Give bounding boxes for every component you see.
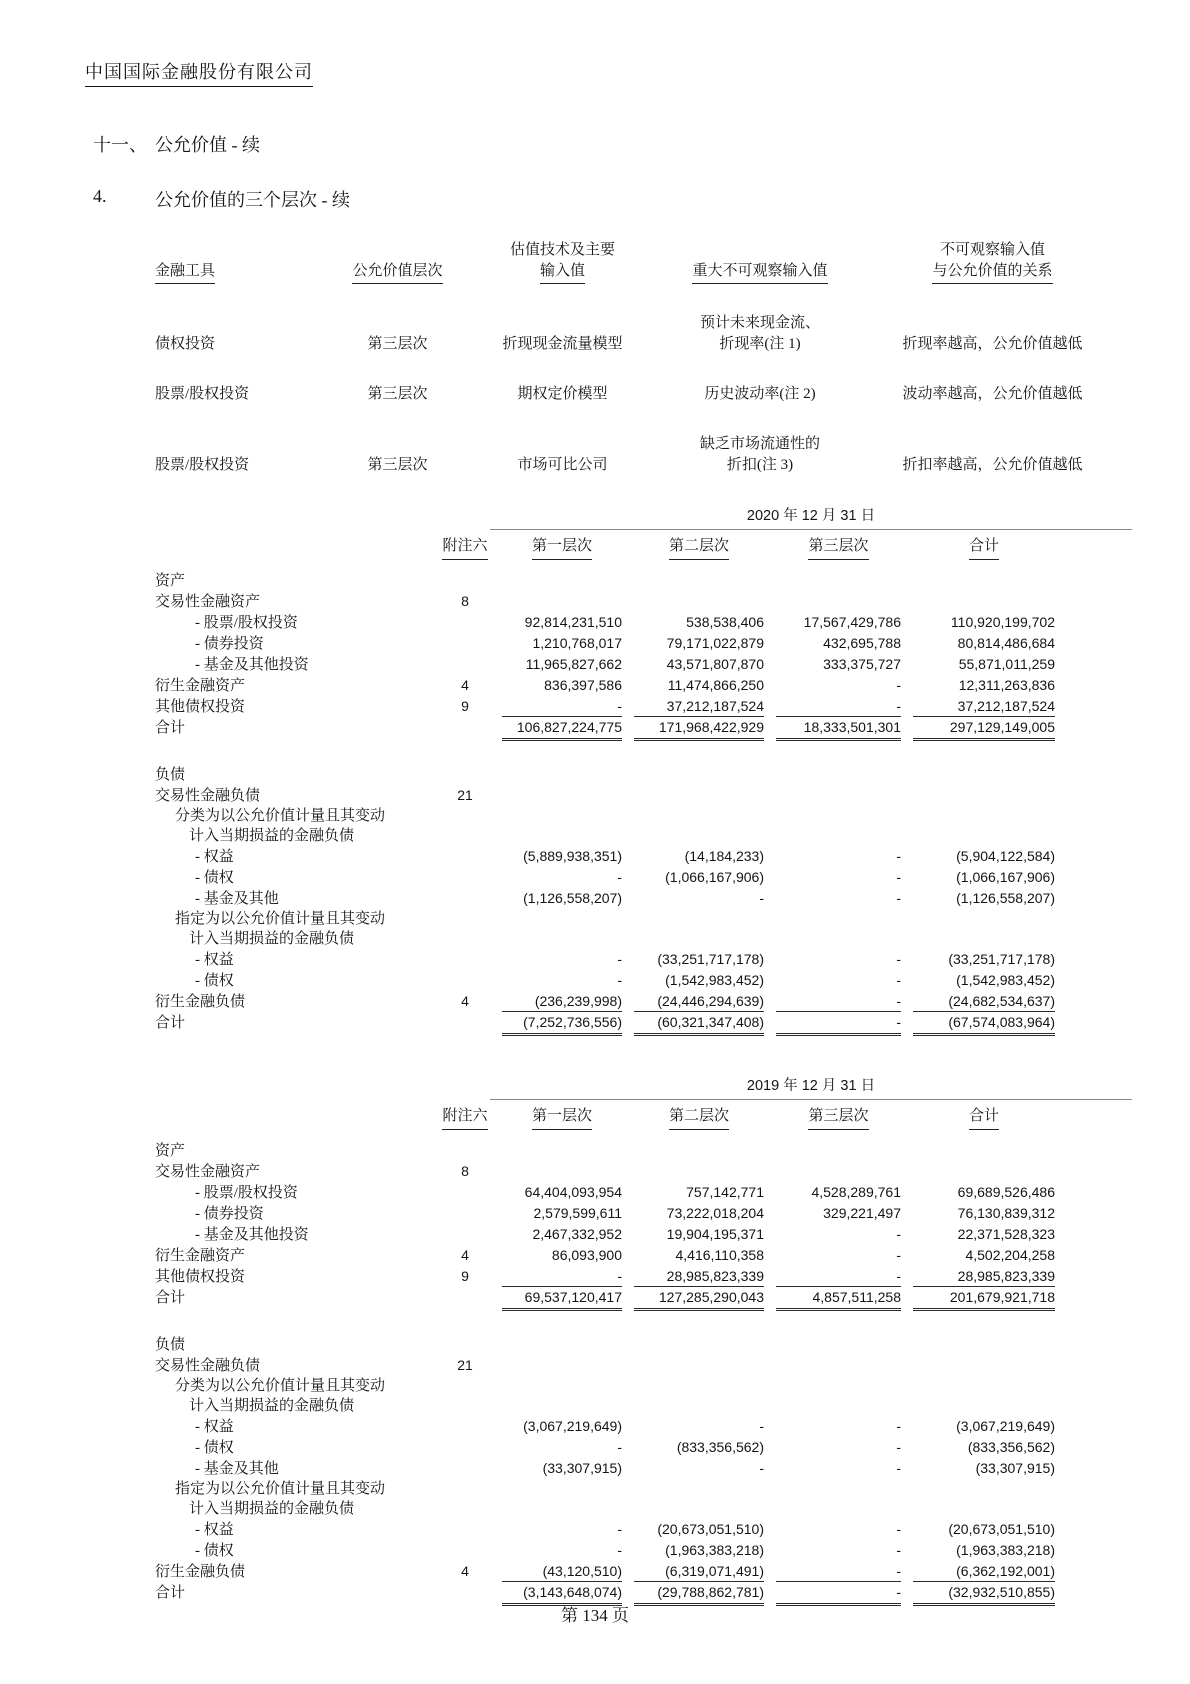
table-date-row (155, 504, 1132, 530)
row-value: 297,129,149,005 (913, 717, 1055, 741)
row-label: 衍生金融资产 (155, 1248, 246, 1264)
row-value: (20,673,051,510) (657, 1521, 764, 1537)
table-row (155, 1416, 1132, 1437)
row-value: (3,067,219,649) (523, 1418, 622, 1434)
table-row (155, 1224, 1132, 1245)
col-level1: 第一层次 (502, 536, 622, 560)
subsection-number: 4. (93, 186, 107, 206)
valuation-row (155, 384, 1132, 405)
row-value: - (617, 1439, 622, 1455)
row-value: (1,066,167,906) (665, 869, 764, 885)
instrument-cell: 股票/股权投资 (155, 457, 250, 473)
row-value: 106,827,224,775 (502, 717, 622, 741)
table-date: 2020 年 12 月 31 日 (746, 508, 876, 524)
section-title: 公允价值 - 续 (155, 135, 260, 155)
row-label: 计入当期损益的金融负债 (189, 931, 355, 947)
row-note: 21 (457, 1357, 473, 1373)
subsection-title: 公允价值的三个层次 - 续 (155, 190, 350, 210)
row-value: (3,143,648,074) (502, 1582, 622, 1606)
row-note: 8 (461, 593, 469, 609)
row-value: - (896, 1418, 901, 1434)
row-label: 交易性金融资产 (155, 594, 261, 610)
row-value: 18,333,501,301 (776, 717, 901, 741)
table-row (155, 654, 1132, 675)
row-value: (33,307,915) (975, 1460, 1055, 1476)
table-row (155, 826, 1132, 846)
technique-cell: 折现现金流量模型 (502, 336, 623, 352)
row-label: 分类为以公允价值计量且其变动 (175, 1378, 386, 1394)
row-value: - (776, 1012, 901, 1036)
row-label: 计入当期损益的金融负债 (189, 828, 355, 844)
row-value: 329,221,497 (823, 1205, 901, 1221)
col-note: 附注六 (440, 1106, 490, 1130)
row-value: 73,222,018,204 (666, 1205, 764, 1221)
row-label: 指定为以公允价值计量且其变动 (175, 1481, 386, 1497)
table-row (155, 612, 1132, 633)
page-number: 第 134 页 (561, 1606, 629, 1625)
table-row (155, 1499, 1132, 1519)
row-value: 12,311,263,836 (958, 677, 1055, 693)
row-value: 4,416,110,358 (675, 1247, 764, 1263)
table-row (155, 806, 1132, 826)
table-row (155, 571, 1132, 591)
row-value: - (896, 677, 901, 693)
row-value: - (776, 1561, 901, 1582)
table-row (155, 929, 1132, 949)
table-row (155, 696, 1132, 717)
row-value: 55,871,011,259 (958, 656, 1055, 672)
table-row (155, 1479, 1132, 1499)
row-value: (1,542,983,452) (956, 972, 1055, 988)
table-date-row (155, 1074, 1132, 1100)
table-row (155, 1335, 1132, 1355)
row-value: 11,965,827,662 (525, 656, 622, 672)
table-row (155, 909, 1132, 929)
row-note: 4 (461, 1563, 469, 1579)
row-value: (33,251,717,178) (948, 951, 1055, 967)
col-level2: 第二层次 (634, 536, 764, 560)
row-value: 432,695,788 (823, 635, 901, 651)
row-label: 衍生金融负债 (155, 994, 246, 1010)
row-value: 64,404,093,954 (524, 1184, 622, 1200)
row-value: 201,679,921,718 (913, 1287, 1055, 1311)
row-note: 21 (457, 787, 473, 803)
valuation-row (155, 313, 1132, 355)
row-value: - (502, 696, 622, 717)
row-label: - 债券投资 (195, 636, 264, 652)
row-value: 757,142,771 (686, 1184, 764, 1200)
row-label: 计入当期损益的金融负债 (189, 1398, 355, 1414)
row-value: 836,397,586 (544, 677, 622, 693)
row-value: - (896, 869, 901, 885)
table-row (155, 765, 1132, 785)
table-row (155, 785, 1132, 806)
row-value: 11,474,866,250 (667, 677, 764, 693)
row-value: 4,857,511,258 (776, 1287, 901, 1311)
table-row (155, 1012, 1132, 1036)
row-value: - (617, 1521, 622, 1537)
row-label: 分类为以公允价值计量且其变动 (175, 808, 386, 824)
row-value: - (617, 972, 622, 988)
row-value: - (617, 1542, 622, 1558)
input-cell: 历史波动率(注 2) (704, 386, 816, 402)
row-value: (6,319,071,491) (634, 1561, 764, 1582)
row-note: 8 (461, 1163, 469, 1179)
row-value: 79,171,022,879 (666, 635, 764, 651)
level-cell: 第三层次 (367, 336, 428, 352)
row-value: - (896, 1521, 901, 1537)
row-value: (236,239,998) (502, 991, 622, 1012)
input-cell: 缺乏市场流通性的 折扣(注 3) (699, 436, 820, 473)
row-label: 衍生金融资产 (155, 678, 246, 694)
relationship-cell: 折现率越高，公允价值越低 (902, 336, 1083, 352)
table-row (155, 591, 1132, 612)
row-note: 9 (461, 698, 469, 714)
row-label: - 基金及其他 (195, 1461, 279, 1477)
relationship-cell: 折扣率越高，公允价值越低 (902, 457, 1083, 473)
table-row (155, 1266, 1132, 1287)
table-row (155, 1182, 1132, 1203)
row-value: (833,356,562) (676, 1439, 764, 1455)
section-heading (93, 131, 1132, 157)
table-row (155, 633, 1132, 654)
row-value: 69,537,120,417 (502, 1287, 622, 1311)
section-number: 十一、 (93, 135, 147, 155)
row-label: 指定为以公允价值计量且其变动 (175, 911, 386, 927)
row-value: (33,251,717,178) (657, 951, 764, 967)
row-value: (5,904,122,584) (956, 848, 1055, 864)
row-label: 负债 (155, 767, 186, 783)
fair-value-level-table-2020 (155, 504, 1132, 1036)
table-row (155, 970, 1132, 991)
row-value: (1,126,558,207) (523, 890, 622, 906)
col-total: 合计 (913, 536, 1055, 560)
table-body (155, 571, 1132, 1036)
row-value: - (896, 848, 901, 864)
table-row (155, 1287, 1132, 1311)
row-label: 其他债权投资 (155, 1269, 246, 1285)
row-value: 19,904,195,371 (666, 1226, 764, 1242)
row-value: (67,574,083,964) (913, 1012, 1055, 1036)
header-instrument: 金融工具 (155, 259, 320, 284)
level-cell: 第三层次 (367, 386, 428, 402)
row-value: - (776, 1582, 901, 1606)
instrument-cell: 股票/股权投资 (155, 386, 250, 402)
row-value: (43,120,510) (502, 1561, 622, 1582)
header-relationship: 不可观察输入值 与公允价值的关系 (870, 238, 1115, 284)
row-label: - 权益 (195, 1522, 234, 1538)
row-label: 资产 (155, 573, 186, 589)
relationship-cell: 波动率越高，公允价值越低 (902, 386, 1083, 402)
row-value: - (896, 1247, 901, 1263)
table-row (155, 1203, 1132, 1224)
row-note: 4 (461, 677, 469, 693)
valuation-row (155, 434, 1132, 476)
table-row (155, 867, 1132, 888)
table-row (155, 1245, 1132, 1266)
row-value: - (896, 1460, 901, 1476)
table-row (155, 1376, 1132, 1396)
table-row (155, 991, 1132, 1012)
level-cell: 第三层次 (367, 457, 428, 473)
row-value: - (617, 869, 622, 885)
row-value: (60,321,347,408) (634, 1012, 764, 1036)
table-row (155, 675, 1132, 696)
row-value: 171,968,422,929 (634, 717, 764, 741)
row-value: 1,210,768,017 (532, 635, 622, 651)
row-label: 合计 (155, 1290, 186, 1306)
header-valuation-technique: 估值技术及主要 输入值 (475, 238, 650, 284)
row-label: - 债权 (195, 1440, 234, 1456)
table-row (155, 1161, 1132, 1182)
row-label: 交易性金融负债 (155, 1358, 261, 1374)
valuation-technique-table (155, 238, 1132, 476)
header-unobservable-input: 重大不可观察输入值 (660, 259, 860, 284)
table-row (155, 1396, 1132, 1416)
row-label: - 股票/股权投资 (195, 1185, 298, 1201)
technique-cell: 期权定价模型 (517, 386, 608, 402)
row-label: 衍生金融负债 (155, 1564, 246, 1580)
row-label: - 基金及其他投资 (195, 657, 309, 673)
row-label: 交易性金融负债 (155, 788, 261, 804)
row-label: - 基金及其他 (195, 891, 279, 907)
row-value: 538,538,406 (686, 614, 764, 630)
row-value: 37,212,187,524 (634, 696, 764, 717)
row-value: (14,184,233) (684, 848, 764, 864)
row-label: - 债权 (195, 1543, 234, 1559)
col-level3: 第三层次 (776, 1106, 901, 1130)
table-row (155, 888, 1132, 909)
table-row (155, 949, 1132, 970)
row-value: 69,689,526,486 (957, 1184, 1055, 1200)
subsection-heading (93, 186, 1132, 212)
table-row (155, 846, 1132, 867)
row-value: (32,932,510,855) (913, 1582, 1055, 1606)
row-value: 22,371,528,323 (957, 1226, 1055, 1242)
table-row (155, 1561, 1132, 1582)
valuation-table-header (155, 238, 1132, 284)
table-row (155, 1540, 1132, 1561)
row-value: 28,985,823,339 (634, 1266, 764, 1287)
row-value: (24,682,534,637) (913, 991, 1055, 1012)
row-value: 17,567,429,786 (803, 614, 901, 630)
row-label: - 权益 (195, 1419, 234, 1435)
row-value: (1,963,383,218) (956, 1542, 1055, 1558)
header-fair-value-level: 公允价值层次 (330, 259, 465, 284)
company-header (85, 58, 1132, 87)
row-value: (6,362,192,001) (913, 1561, 1055, 1582)
table-row (155, 1458, 1132, 1479)
row-label: - 权益 (195, 952, 234, 968)
table-header-row (155, 1106, 1132, 1130)
row-label: - 债权 (195, 973, 234, 989)
row-value: (24,446,294,639) (634, 991, 764, 1012)
fair-value-level-table-2019 (155, 1074, 1132, 1606)
row-value: (7,252,736,556) (502, 1012, 622, 1036)
row-value: 110,920,199,702 (950, 614, 1055, 630)
row-label: 负债 (155, 1337, 186, 1353)
row-value: 43,571,807,870 (666, 656, 764, 672)
row-value: 333,375,727 (823, 656, 901, 672)
row-value: 4,502,204,258 (965, 1247, 1055, 1263)
row-label: 合计 (155, 1015, 186, 1031)
table-row (155, 717, 1132, 741)
technique-cell: 市场可比公司 (517, 457, 608, 473)
row-value: (1,963,383,218) (665, 1542, 764, 1558)
row-value: 80,814,486,684 (957, 635, 1055, 651)
row-label: - 股票/股权投资 (195, 615, 298, 631)
row-label: - 基金及其他投资 (195, 1227, 309, 1243)
row-value: - (759, 1418, 764, 1434)
row-value: - (502, 1266, 622, 1287)
row-value: - (896, 1226, 901, 1242)
row-label: - 债券投资 (195, 1206, 264, 1222)
row-label: - 债权 (195, 870, 234, 886)
row-value: - (759, 890, 764, 906)
col-level2: 第二层次 (634, 1106, 764, 1130)
col-level1: 第一层次 (502, 1106, 622, 1130)
table-header-row (155, 536, 1132, 560)
row-label: 资产 (155, 1143, 186, 1159)
row-value: - (896, 972, 901, 988)
row-label: - 权益 (195, 849, 234, 865)
table-row (155, 1437, 1132, 1458)
col-note: 附注六 (440, 536, 490, 560)
row-value: - (896, 1542, 901, 1558)
row-value: - (776, 696, 901, 717)
table-row (155, 1519, 1132, 1540)
row-note: 4 (461, 993, 469, 1009)
instrument-cell: 债权投资 (155, 336, 216, 352)
table-row (155, 1141, 1132, 1161)
col-level3: 第三层次 (776, 536, 901, 560)
row-value: (20,673,051,510) (948, 1521, 1055, 1537)
row-value: (29,788,862,781) (634, 1582, 764, 1606)
row-value: - (776, 991, 901, 1012)
row-value: 92,814,231,510 (524, 614, 622, 630)
row-value: 2,579,599,611 (533, 1205, 622, 1221)
row-value: 28,985,823,339 (913, 1266, 1055, 1287)
input-cell: 预计未来现金流、 折现率(注 1) (699, 315, 820, 352)
row-value: 127,285,290,043 (634, 1287, 764, 1311)
row-value: - (617, 951, 622, 967)
row-value: (1,542,983,452) (665, 972, 764, 988)
row-value: (1,066,167,906) (956, 869, 1055, 885)
row-value: (3,067,219,649) (956, 1418, 1055, 1434)
row-note: 4 (461, 1247, 469, 1263)
table-date: 2019 年 12 月 31 日 (746, 1078, 876, 1094)
row-value: - (896, 1439, 901, 1455)
row-value: (5,889,938,351) (523, 848, 622, 864)
row-value: (33,307,915) (542, 1460, 622, 1476)
table-row (155, 1355, 1132, 1376)
row-value: 2,467,332,952 (532, 1226, 622, 1242)
row-label: 交易性金融资产 (155, 1164, 261, 1180)
company-name: 中国国际金融股份有限公司 (85, 58, 313, 87)
row-value: (1,126,558,207) (956, 890, 1055, 906)
row-value: - (759, 1460, 764, 1476)
row-value: 4,528,289,761 (811, 1184, 901, 1200)
table-body (155, 1141, 1132, 1606)
row-label: 计入当期损益的金融负债 (189, 1501, 355, 1517)
col-total: 合计 (913, 1106, 1055, 1130)
row-value: 76,130,839,312 (957, 1205, 1055, 1221)
row-label: 合计 (155, 1585, 186, 1601)
row-label: 合计 (155, 720, 186, 736)
row-note: 9 (461, 1268, 469, 1284)
row-value: - (896, 890, 901, 906)
row-value: - (896, 951, 901, 967)
row-value: (833,356,562) (967, 1439, 1055, 1455)
row-value: 86,093,900 (551, 1247, 622, 1263)
row-value: 37,212,187,524 (913, 696, 1055, 717)
row-label: 其他债权投资 (155, 699, 246, 715)
row-value: - (776, 1266, 901, 1287)
